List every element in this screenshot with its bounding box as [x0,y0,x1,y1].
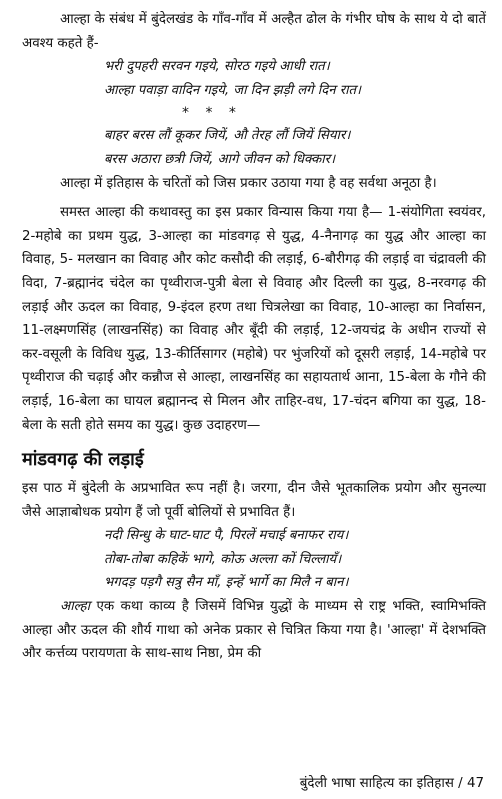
section-heading: मांडवगढ़ की लड़ाई [22,449,144,471]
verse-line: भरी दुपहरी सरवन गइये, सोरठ गइये आधी रात। [104,59,330,75]
closing-text: एक कथा काव्य है जिसमें विभिन्न युद्धों के माध्यम से राष्ट्र भक्ति, स्वामिभक्ति आल्हा और ऊदल की शौर्य गाथा को अनेक प्रकार से चित्रित किया गया है। 'आल्हा' में देशभक्ति और कर्त्तव्य परायणता के साथ-साथ निष्ठा, प्रेम की [22,599,486,662]
closing-paragraph [22,595,486,666]
verse-line: तोबा-तोबा कहिकें भागे, कोऊ अल्ला कों चिल्लायँ। [104,551,342,567]
story-outline-paragraph: समस्त आल्हा की कथावस्तु का इस प्रकार विन्यास किया गया है— 1-संयोगिता स्वयंवर, 2-महोबे का प्रथम युद्ध, 3-आल्हा का मांडवगढ़ से युद्ध, 4-नैनागढ़ का युद्ध और आल्हा का विवाह, 5- मलखान का विवाह और कोट कसौदी की लड़ाई, 6-बौरीगढ़ की लड़ाई वा चंद्रावली की विदा, 7-ब्रह्मानंद चंदेल का पृथ्वीराज-पुत्री बेला से विवाह और दिल्ली का युद्ध, 8-नरवगढ़ की लड़ाई और ऊदल का विवाह, 9-इंदल हरण तथा चित्रलेखा का विवाह, 10-आल्हा का निर्वासन, 11-लक्ष्मणसिंह (लाखनसिंह) का विवाह और बूँदी की लड़ाई, 12-जयचंद्र के अधीन राज्यों से कर-वसूली के विविध युद्ध, 13-कीर्तिसागर (महोबे) पर भुंजरियों को दूसरी लड़ाई, 14-महोबे पर पृथ्वीराज की चढ़ाई और कन्नौज से आल्हा, लाखनसिंह का सहायतार्थ आना, 15-बेला के गौने की लड़ाई, 16-बेला का घायल ब्रह्मानन्द से मिलन और ताहिर-वध, 17-चंदन बगिया का युद्ध, 18-बेला के सती होते समय का युद्ध। कुछ उदाहरण— [22,205,486,433]
page-footer: बुंदेली भाषा साहित्य का इतिहास / 47 [299,776,484,791]
dialect-paragraph: इस पाठ में बुंदेली के अप्रभावित रूप नहीं है। जरगा, दीन जैसे भूतकालिक प्रयोग और सुनल्या जैसे आज्ञाबोधक प्रयोग हैं जो पूर्वी बोलियों से प्रभावित हैं। [22,481,486,520]
verse-line: नदी सिन्धु के घाट-घाट पै, पिरलें मचाई बनाफर राय। [104,528,349,544]
verse-line: आल्हा पवाड़ा वादिन गइये, जा दिन झड़ी लगे दिन रात। [104,82,362,98]
section-separator: * * * [182,105,242,122]
verse-line: भगदड़ पड़गै सत्रु सैन माँ, इन्हें भार्गे का मिलै न बान। [104,575,349,591]
alha-word: आल्हा [60,599,91,615]
history-paragraph: आल्हा में इतिहास के चरितों को जिस प्रकार उठाया गया है वह सर्वथा अनूठा है। [60,175,437,191]
verse-line: बरस अठारा छत्री जियें, आगे जीवन को धिक्कार। [104,151,336,167]
intro-paragraph: आल्हा के संबंध में बुंदेलखंड के गाँव-गाँव में अल्हैत ढोल के गंभीर घोष के साथ ये दो बातें अवश्य कहते हैं- [22,12,486,51]
verse-line: बाहर बरस लौं कूकर जियें, औ तेरह लौं जियें सियार। [104,128,351,144]
